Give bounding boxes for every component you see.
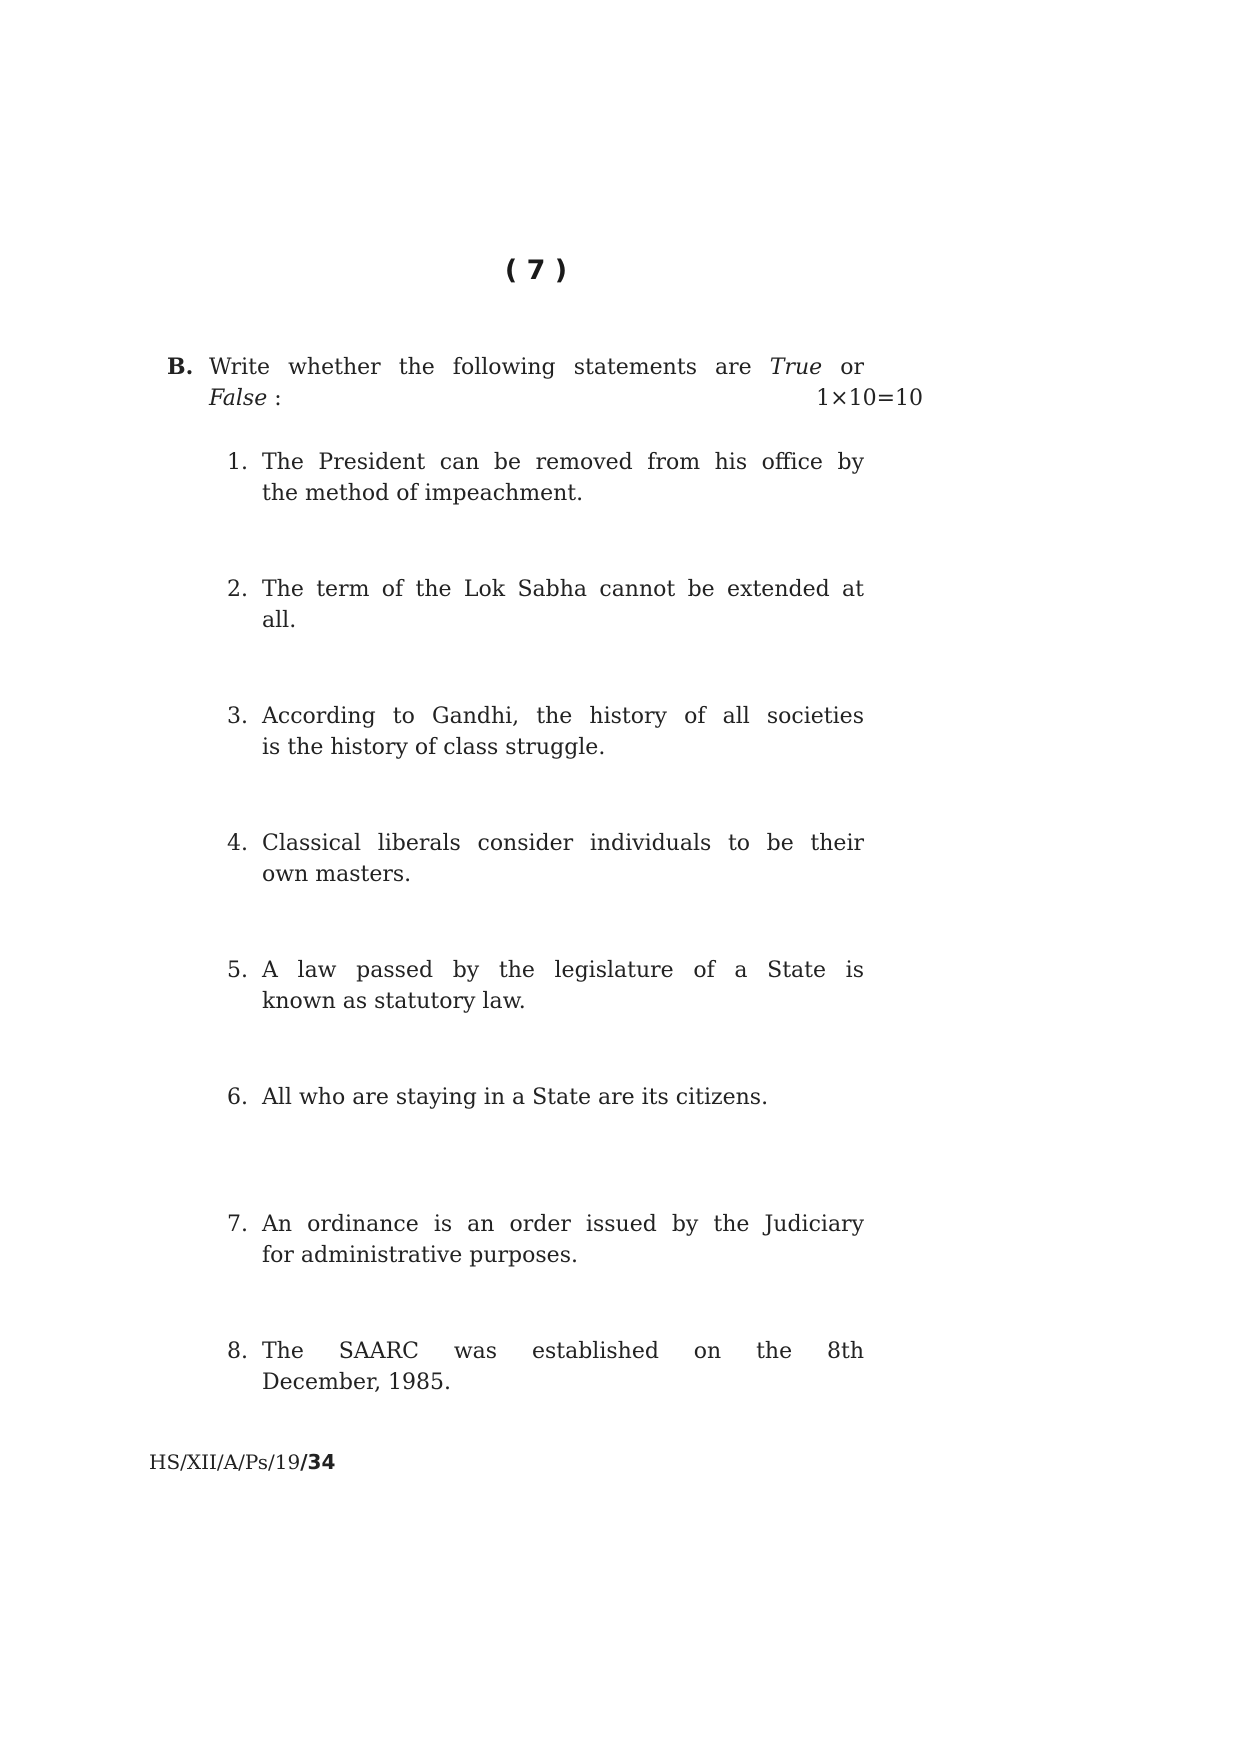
- statement-number: 5.: [227, 958, 248, 983]
- statement-line: The term of the Lok Sabha cannot be extended at: [262, 577, 864, 602]
- marks: 1×10=10: [816, 386, 923, 411]
- statement-number: 7.: [227, 1212, 248, 1237]
- statement-line: A law passed by the legislature of a State is: [262, 958, 864, 983]
- colon: :: [274, 386, 282, 411]
- paper-code: HS/XII/A/Ps/19: [149, 1450, 301, 1474]
- question-label: B.: [167, 354, 194, 380]
- statement-number: 2.: [227, 577, 248, 602]
- statement-line: all.: [262, 608, 297, 633]
- statement-number: 8.: [227, 1339, 248, 1364]
- false-word: False: [209, 386, 268, 411]
- question-instruction-line2: [209, 383, 923, 414]
- footer-code: [149, 1450, 335, 1474]
- statement-line: According to Gandhi, the history of all societies: [262, 704, 864, 729]
- statement-line: The SAARC was established on the 8th: [262, 1339, 864, 1364]
- statement-line: All who are staying in a State are its citizens.: [262, 1085, 769, 1110]
- statement-text: [262, 1082, 864, 1113]
- statement-number: 6.: [227, 1085, 248, 1110]
- true-word: True: [769, 355, 823, 380]
- statement-text: [262, 828, 864, 890]
- statement-text: [262, 1336, 864, 1398]
- statement-text: [262, 447, 864, 509]
- or-word: or: [840, 355, 864, 380]
- statement-text: [262, 701, 864, 763]
- statement-number: 1.: [227, 450, 248, 475]
- statement-text: [262, 955, 864, 1017]
- statement-number: 3.: [227, 704, 248, 729]
- statement-line: known as statutory law.: [262, 989, 526, 1014]
- statement-number: 4.: [227, 831, 248, 856]
- statement-line: December, 1985.: [262, 1370, 452, 1395]
- question-instruction-line1: [209, 352, 864, 383]
- statement-line: the method of impeachment.: [262, 481, 584, 506]
- statement-line: Classical liberals consider individuals to be their: [262, 831, 864, 856]
- statement-text: [262, 1209, 864, 1271]
- statement-line: The President can be removed from his office by: [262, 450, 864, 475]
- statement-line: own masters.: [262, 862, 412, 887]
- instruction-text: Write whether the following statements are: [209, 355, 752, 380]
- statement-text: [262, 574, 864, 636]
- statement-line: for administrative purposes.: [262, 1243, 578, 1268]
- page-ref: /34: [300, 1450, 336, 1474]
- statement-line: An ordinance is an order issued by the Judiciary: [262, 1212, 864, 1237]
- statement-line: is the history of class struggle.: [262, 735, 606, 760]
- page-number: ( 7 ): [504, 255, 568, 286]
